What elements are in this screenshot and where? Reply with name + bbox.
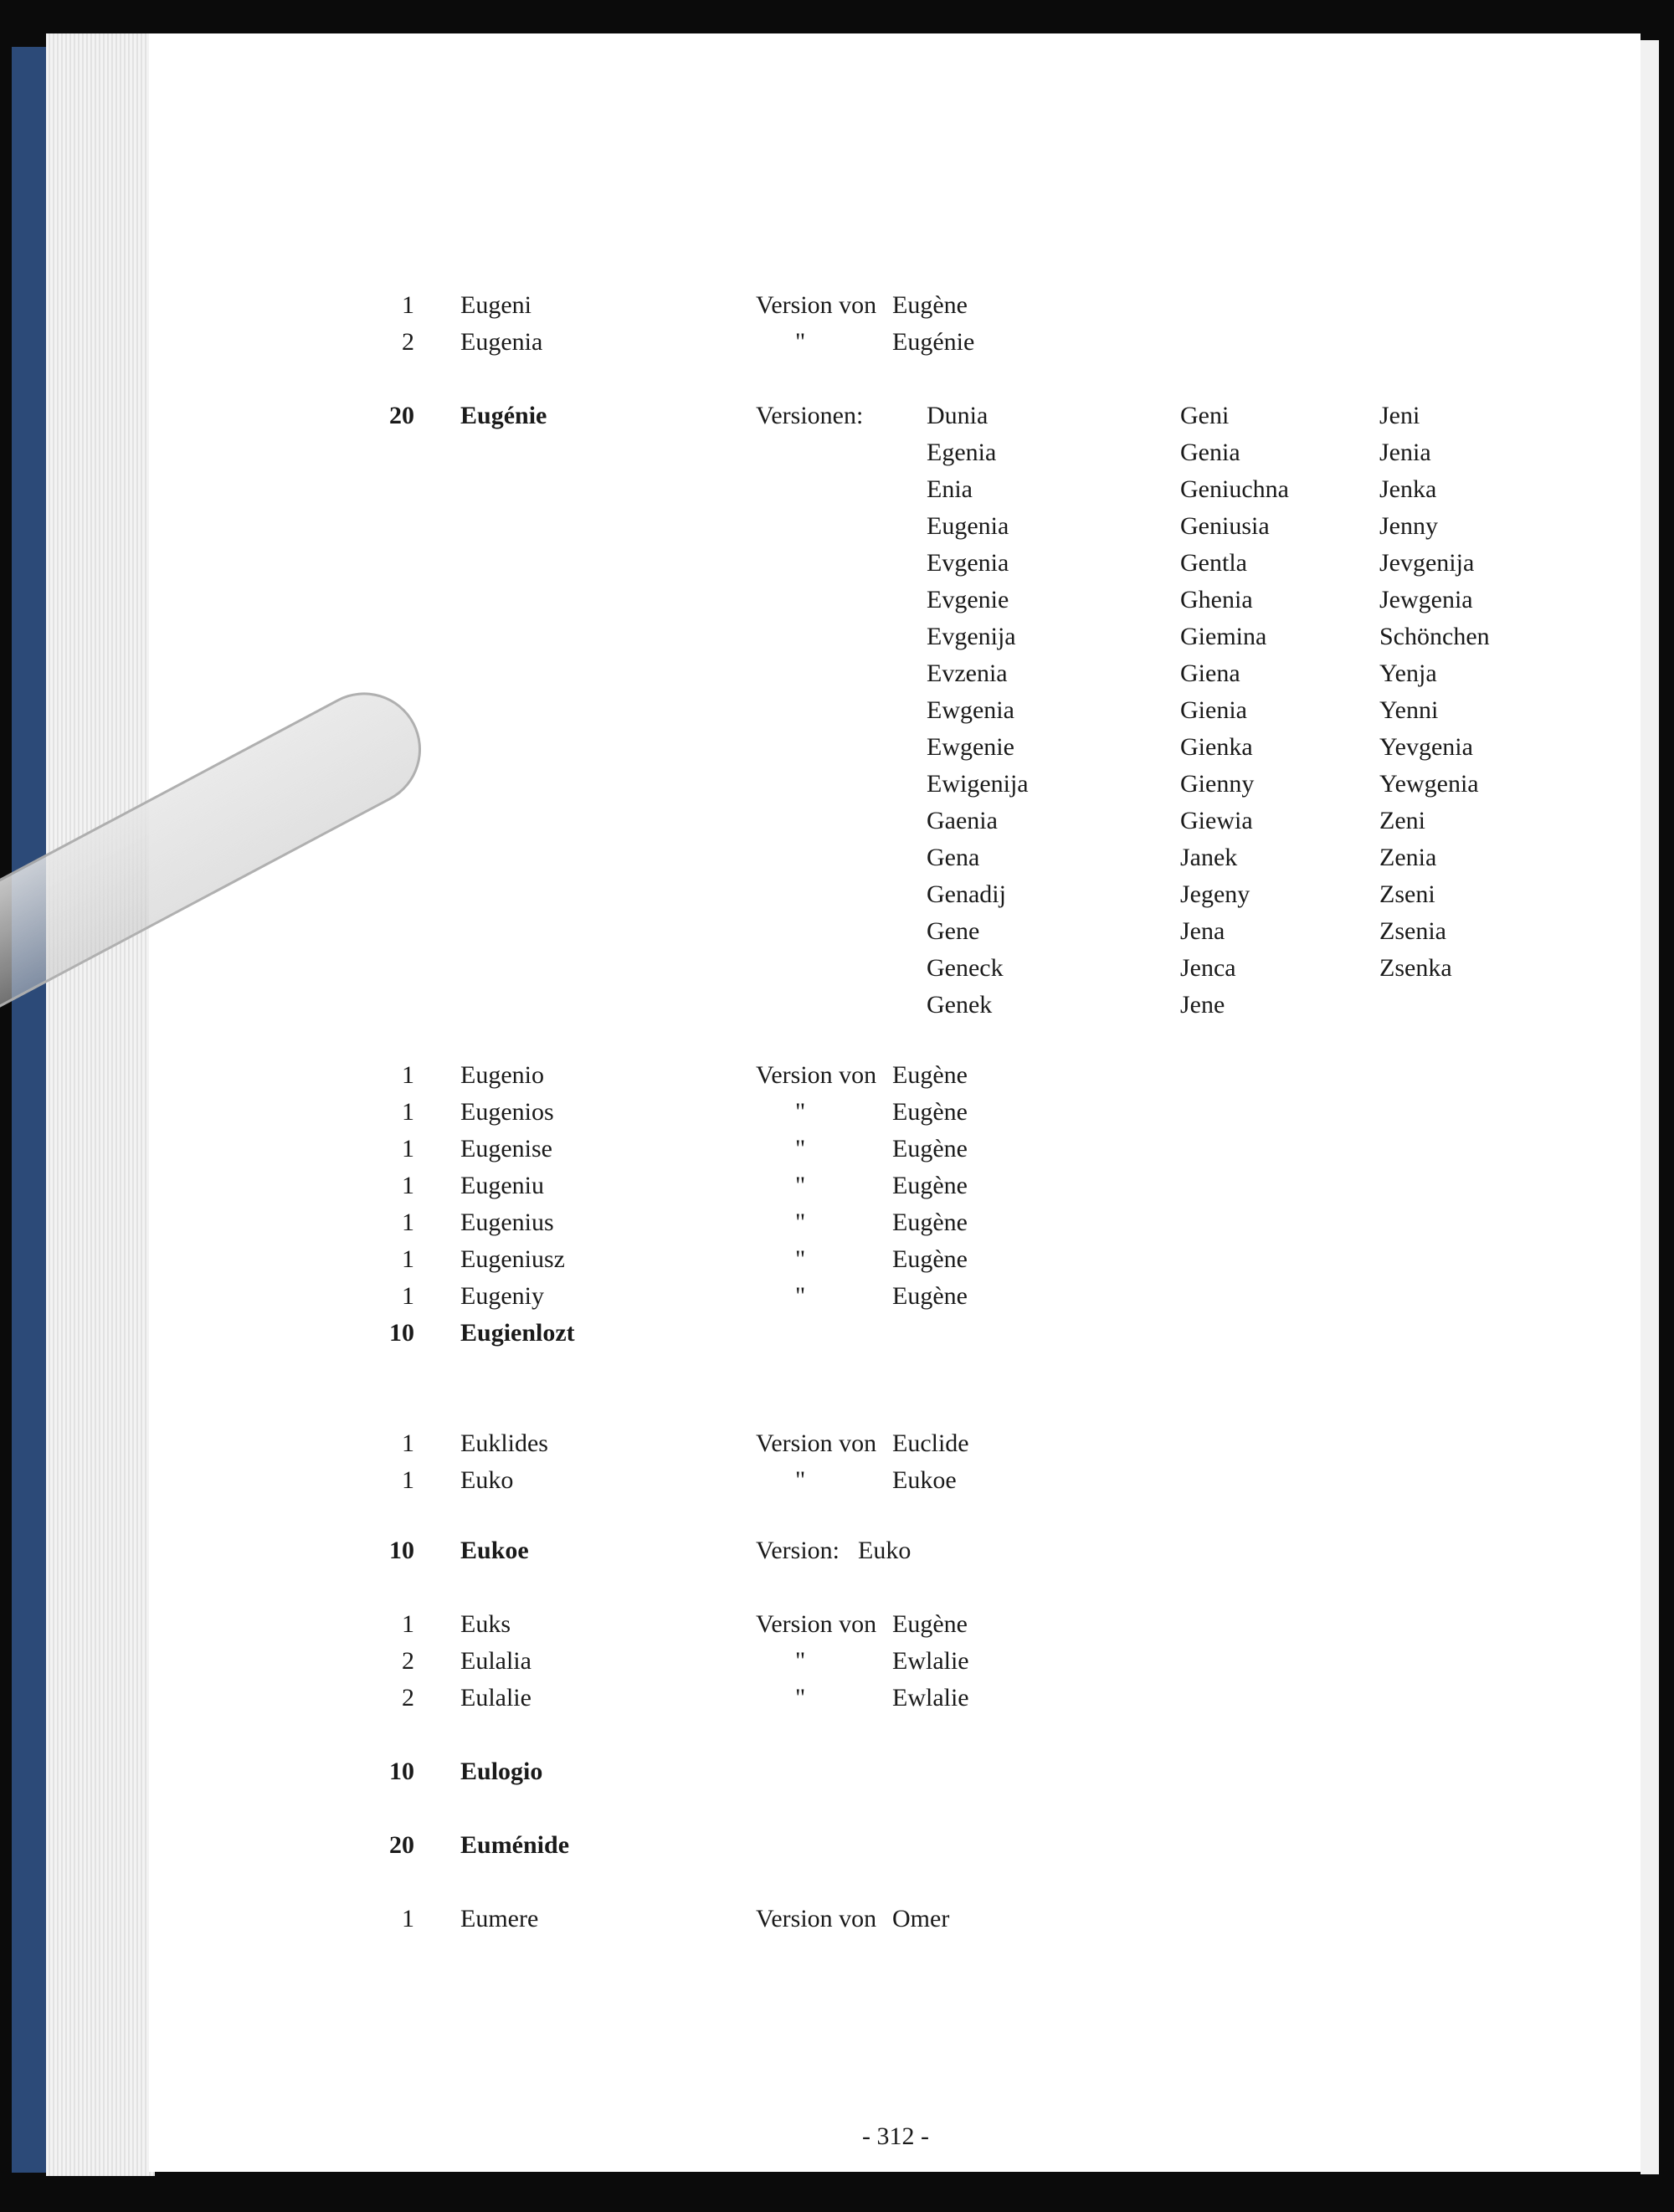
entry-description: Version von [756, 1061, 877, 1089]
ditto-mark: " [795, 1098, 806, 1126]
entry-count: 1 [402, 1209, 414, 1236]
entry-reference: Eugène [892, 1098, 968, 1126]
version-name: Zeni [1379, 807, 1425, 834]
version-name: Genadij [927, 880, 1006, 908]
version-name: Jenca [1180, 954, 1236, 982]
version-name: Geniusia [1180, 512, 1270, 540]
version-name: Schönchen [1379, 623, 1490, 650]
version-name: Ewgenia [927, 696, 1014, 724]
entry-reference: Eukoe [892, 1466, 957, 1494]
entry-name: Eugeniu [460, 1172, 544, 1199]
version-name: Jegeny [1180, 880, 1250, 908]
ditto-mark: " [795, 1684, 806, 1712]
entry-name: Eulalia [460, 1647, 531, 1675]
entry-name: Eugenio [460, 1061, 544, 1089]
entry-reference: Eugénie [892, 328, 975, 356]
entry-description: Version von [756, 1905, 877, 1932]
entry-count: 10 [389, 1537, 414, 1564]
right-page-edge [1641, 40, 1659, 2174]
entry-reference: Eugène [892, 1209, 968, 1236]
entry-count: 2 [402, 1684, 414, 1712]
version-name: Giewia [1180, 807, 1253, 834]
entry-count: 10 [389, 1319, 414, 1347]
page-number: - 312 - [862, 2122, 929, 2150]
entry-description: Version von [756, 1610, 877, 1638]
entry-name: Eugeniy [460, 1282, 544, 1310]
version-name: Jenny [1379, 512, 1438, 540]
book-spine [12, 47, 50, 2173]
entry-count: 1 [402, 1098, 414, 1126]
version-name: Yenja [1379, 659, 1437, 687]
version-name: Zseni [1379, 880, 1435, 908]
version-name: Yewgenia [1379, 770, 1479, 798]
version-name: Zenia [1379, 844, 1437, 871]
version-name: Giemina [1180, 623, 1267, 650]
entry-name: Eukoe [460, 1537, 529, 1564]
version-name: Jevgenija [1379, 549, 1475, 577]
version-name: Jenka [1379, 475, 1437, 503]
version-name: Jena [1180, 917, 1225, 945]
entry-reference: Eugène [892, 1245, 968, 1273]
version-name: Geni [1180, 402, 1230, 429]
version-name: Evzenia [927, 659, 1008, 687]
version-name: Gienia [1180, 696, 1247, 724]
ditto-mark: " [795, 1647, 806, 1675]
version-name: Evgenia [927, 549, 1009, 577]
entry-count: 1 [402, 1466, 414, 1494]
entry-count: 20 [389, 1831, 414, 1859]
entry-description: Version von [756, 291, 877, 319]
entry-count: 1 [402, 1282, 414, 1310]
entry-reference: Eugène [892, 1172, 968, 1199]
entry-count: 2 [402, 328, 414, 356]
entry-description: Version von [756, 1429, 877, 1457]
page-edges [46, 33, 155, 2176]
version-name: Evgenie [927, 586, 1009, 613]
entry-name: Euks [460, 1610, 511, 1638]
version-name: Evgenija [927, 623, 1016, 650]
entry-name: Eugienlozt [460, 1319, 575, 1347]
version-name: Geneck [927, 954, 1004, 982]
entry-reference: Eugène [892, 291, 968, 319]
entry-reference: Eugène [892, 1135, 968, 1162]
entry-name: Eugeni [460, 291, 531, 319]
entry-count: 1 [402, 1135, 414, 1162]
version-name: Giena [1180, 659, 1240, 687]
version-name: Gaenia [927, 807, 998, 834]
entry-count: 20 [389, 402, 414, 429]
entry-name: Eumere [460, 1905, 539, 1932]
ditto-mark: " [795, 1245, 806, 1273]
version-name: Gienka [1180, 733, 1253, 761]
version-name: Genek [927, 991, 993, 1019]
version-name: Genia [1180, 439, 1240, 466]
ditto-mark: " [795, 328, 806, 356]
entry-count: 1 [402, 1061, 414, 1089]
version-name: Ewigenija [927, 770, 1029, 798]
version-name: Yenni [1379, 696, 1439, 724]
version-name: Janek [1180, 844, 1238, 871]
entry-count: 1 [402, 1172, 414, 1199]
version-name: Ghenia [1180, 586, 1253, 613]
entry-name: Eugenius [460, 1209, 554, 1236]
version-name: Jewgenia [1379, 586, 1473, 613]
version-name: Ewgenie [927, 733, 1014, 761]
entry-count: 1 [402, 1905, 414, 1932]
entry-count: 1 [402, 291, 414, 319]
entry-count: 2 [402, 1647, 414, 1675]
version-name: Jenia [1379, 439, 1431, 466]
entry-name: Euko [460, 1466, 514, 1494]
version-name: Dunia [927, 402, 988, 429]
entry-reference: Euko [858, 1537, 911, 1564]
entry-reference: Eugène [892, 1061, 968, 1089]
version-name: Gene [927, 917, 980, 945]
entry-reference: Ewlalie [892, 1684, 969, 1712]
entry-reference: Eugène [892, 1282, 968, 1310]
version-name: Zsenka [1379, 954, 1452, 982]
entry-name: Euklides [460, 1429, 548, 1457]
version-name: Gena [927, 844, 980, 871]
version-name: Gentla [1180, 549, 1247, 577]
entry-reference: Eugène [892, 1610, 968, 1638]
ditto-mark: " [795, 1172, 806, 1199]
entry-count: 1 [402, 1429, 414, 1457]
entry-name: Eulogio [460, 1758, 543, 1785]
entry-reference: Euclide [892, 1429, 969, 1457]
entry-count: 1 [402, 1610, 414, 1638]
version-name: Enia [927, 475, 973, 503]
version-name: Yevgenia [1379, 733, 1473, 761]
entry-name: Eugénie [460, 402, 547, 429]
version-name: Gienny [1180, 770, 1255, 798]
version-name: Jeni [1379, 402, 1420, 429]
entry-count: 1 [402, 1245, 414, 1273]
entry-name: Euménide [460, 1831, 570, 1859]
version-name: Egenia [927, 439, 997, 466]
entry-reference: Ewlalie [892, 1647, 969, 1675]
ditto-mark: " [795, 1209, 806, 1236]
version-name: Geniuchna [1180, 475, 1289, 503]
ditto-mark: " [795, 1282, 806, 1310]
entry-name: Eugenise [460, 1135, 552, 1162]
ditto-mark: " [795, 1135, 806, 1162]
version-name: Jene [1180, 991, 1225, 1019]
ditto-mark: " [795, 1466, 806, 1494]
entry-name: Eugeniusz [460, 1245, 565, 1273]
entry-name: Eugenia [460, 328, 543, 356]
entry-description: Versionen: [756, 402, 864, 429]
version-name: Zsenia [1379, 917, 1446, 945]
entry-description: Version: [756, 1537, 840, 1564]
entry-count: 10 [389, 1758, 414, 1785]
entry-name: Eugenios [460, 1098, 554, 1126]
version-name: Eugenia [927, 512, 1009, 540]
entry-name: Eulalie [460, 1684, 531, 1712]
entry-reference: Omer [892, 1905, 950, 1932]
